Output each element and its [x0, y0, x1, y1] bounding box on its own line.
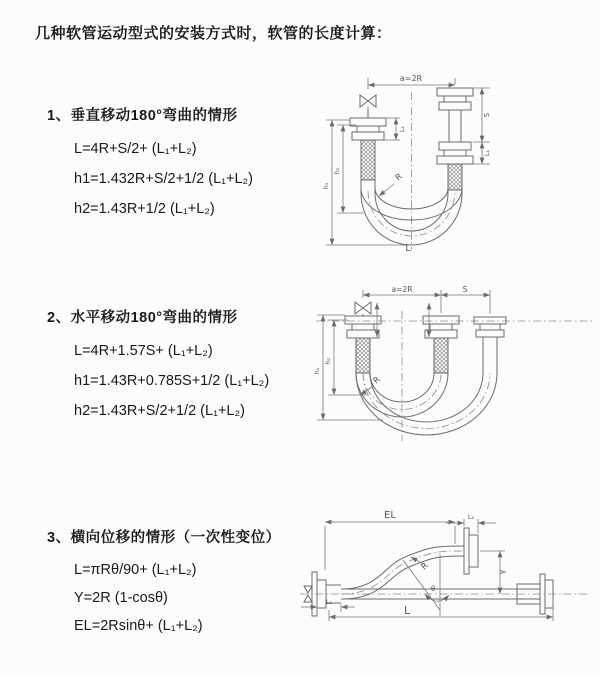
dim-label-a2r: a=2R [391, 285, 413, 294]
page-title: 几种软管运动型式的安装方式时，软管的长度计算： [35, 25, 392, 42]
braided-hose [434, 338, 448, 373]
right-pipe [437, 88, 473, 190]
dim-label-h1: h₁ [322, 182, 330, 190]
section-3-formulas [74, 556, 281, 640]
dim-label-r: R [419, 560, 431, 573]
formula-line: h2=1.43R+1/2 (L₁+L₂) [74, 201, 215, 217]
dim-small-arrows [377, 303, 429, 337]
dim-h1 [317, 315, 383, 420]
braided-hose [448, 164, 462, 190]
dim-l [329, 598, 553, 621]
formula-line: h1=1.43R+0.785S+1/2 (L₁+L₂) [74, 373, 270, 389]
dim-label-s: S [483, 112, 491, 118]
formula-line: h2=1.43R+S/2+1/2 (L₁+L₂) [74, 403, 245, 419]
dim-label-theta: θ [430, 585, 436, 593]
left-pipe [350, 95, 386, 180]
formula-line: EL=2Rsinθ+ (L₁+L₂) [74, 618, 203, 634]
dim-label-l: L [405, 243, 411, 254]
pipe-2 [423, 316, 459, 373]
section-3 [47, 526, 281, 640]
formula-line: Y=2R (1-cosθ) [74, 590, 168, 606]
formula-line: L=πRθ/90+ (L₁+L₂) [74, 562, 197, 578]
formula-line: L=4R+S/2+ (L₁+L₂) [74, 141, 197, 157]
dim-el [325, 522, 455, 570]
pipe-3-shifted [474, 317, 506, 373]
dim-label-y: Y [499, 569, 508, 575]
braided-hose [356, 338, 370, 373]
dim-label-l1-left: L₁ [398, 125, 406, 133]
section-2 [47, 306, 269, 426]
dim-l2 [446, 519, 496, 533]
hose-s-curve [341, 546, 464, 599]
dim-label-h2: h₂ [324, 357, 332, 365]
dim-label-l: L [404, 605, 410, 617]
pipe-1 [345, 302, 381, 373]
dim-label-r: R [393, 171, 405, 184]
dim-label-r: R [371, 374, 383, 387]
section-1-heading: 1、垂直移动180°弯曲的情形 [47, 108, 238, 124]
formula-line: L=4R+1.57S+ (L₁+L₂) [74, 343, 213, 359]
section-1 [47, 104, 253, 224]
hose-centerline [341, 551, 464, 594]
valve-icon [360, 95, 376, 107]
valve-icon [355, 302, 371, 314]
section-2-heading: 2、水平移动180°弯曲的情形 [47, 310, 238, 326]
upper-flange [464, 528, 478, 574]
radius-leader [379, 184, 394, 196]
dim-label-s: S [462, 285, 468, 294]
diagram-lateral-displacement [295, 500, 600, 660]
dim-label-a2r: a=2R [399, 74, 423, 83]
dim-label-l1-right: L₁ [483, 149, 491, 157]
section-3-heading: 3、横向位移的情形（一次性变位） [47, 530, 281, 546]
dim-label-l1: L₁ [325, 598, 333, 606]
dim-label-el: EL [384, 510, 396, 521]
dim-a2r-s [363, 290, 490, 314]
diagram-vertical-180-bend [310, 68, 600, 258]
section-1-formulas [74, 134, 253, 224]
dim-label-h1: h₁ [313, 367, 321, 375]
braided-hose [361, 140, 375, 180]
dim-h2 [337, 125, 364, 213]
dim-label-h2: h₂ [333, 167, 341, 175]
formula-line: h1=1.432R+S/2+1/2 (L₁+L₂) [74, 171, 254, 187]
diagram-horizontal-180-bend [308, 283, 600, 453]
dim-label-l2: L₂ [467, 513, 475, 521]
section-2-formulas [74, 336, 269, 426]
